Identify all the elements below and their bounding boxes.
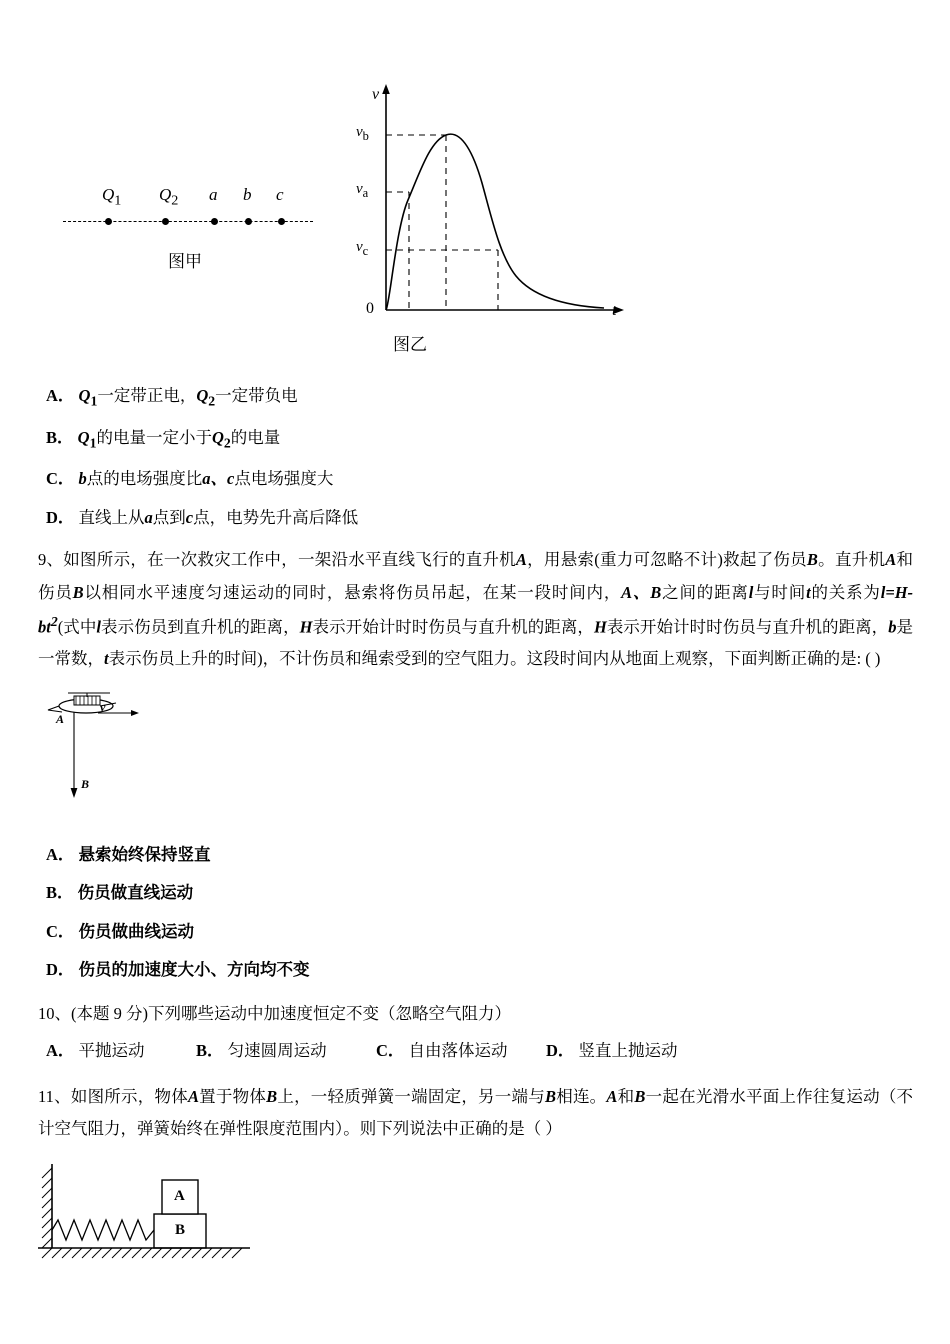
label-b: b: [243, 185, 252, 204]
option-letter: A．: [46, 844, 75, 864]
option-8-A: A． $Q_1$一定带正电，$Q_2$一定带负电: [46, 386, 298, 409]
option-letter: D．: [46, 507, 75, 527]
figure-spring-blocks: [38, 1156, 913, 1286]
axis-origin-label: 0: [366, 300, 374, 317]
heli-label-v: v: [100, 699, 106, 714]
figure-charges-diagram: [63, 185, 323, 295]
figure-vt-curve: [328, 78, 648, 368]
heli-label-A: A: [56, 711, 65, 726]
axis-label-v: v: [372, 86, 380, 103]
option-8-D: D． 直线上从a点到c点，电势先升高后降低: [46, 507, 359, 527]
page-content: [38, 0, 913, 1286]
option-8-B: B． $Q_1$的电量一定小于$Q_2$的电量: [46, 427, 281, 450]
charge-labels: [63, 185, 323, 211]
tick-label-vc: $v_c$: [356, 239, 369, 258]
label-c: c: [276, 185, 284, 204]
axis-label-t: t: [612, 302, 617, 319]
tick-label-vb: $v_b$: [356, 124, 369, 143]
option-10-A: A． 平抛运动: [46, 1041, 145, 1061]
question-9-text: 9、如图所示，在一次救灾工作中，一架沿水平直线飞行的直升机A，用悬索(重力可忽略不计)救起了伤员B。直升机A和伤员B以相同水平速度匀速运动的同时，悬索将伤员吊起，在某一段时间内，A、B之间的距离l与时间t的关系为$l=H-bt^2$(式中l表示伤员到直升机的距离，H表示开始计时时伤员与直升机的距离，H表示开始计时时伤员与直升机的距离，b是一常数，t表示伤员上升的时间)，不计伤员和绳索受到的空气阻力。这段时间内从地面上观察，下面判断正确的是: ( ): [38, 550, 914, 669]
label-a: a: [209, 185, 218, 204]
label-Q2: $Q_2$: [159, 185, 179, 209]
question-11-text: 11、如图所示，物体A置于物体B上，一轻质弹簧一端固定，另一端与B相连。A和B一起在光滑水平面上作往复运动（不计空气阻力，弹簧始终在弹性限度范围内）。则下列说法中正确的是（ ）: [38, 1087, 914, 1139]
option-9-D: D． 伤员的加速度大小、方向均不变: [46, 960, 310, 980]
heli-label-B: B: [81, 776, 90, 791]
option-9-A: A． 悬索始终保持竖直: [46, 844, 211, 864]
point-dot-b: [245, 218, 252, 225]
charge-dot-Q1: [105, 218, 112, 225]
question-10-text: 10、(本题 9 分)下列哪些运动中加速度恒定不变（忽略空气阻力）: [38, 1003, 511, 1023]
option-10-B: B． 匀速圆周运动: [196, 1041, 327, 1061]
spring-svg: [38, 1156, 278, 1276]
option-letter: B．: [46, 883, 74, 903]
block-label-B: B: [175, 1221, 186, 1238]
option-10-D: D． 竖直上抛运动: [546, 1041, 678, 1061]
option-9-B: B． 伤员做直线运动: [46, 883, 194, 903]
option-letter: A．: [46, 386, 75, 405]
field-line: [63, 221, 313, 223]
option-8-C: C． b点的电场强度比a、c点电场强度大: [46, 469, 334, 489]
tick-label-va: $v_a$: [356, 181, 369, 200]
charge-dot-Q2: [162, 218, 169, 225]
option-letter: C．: [46, 469, 75, 489]
option-letter: B．: [46, 427, 74, 447]
figure-caption-jia: 图甲: [168, 252, 202, 271]
option-9-C: C． 伤员做曲线运动: [46, 921, 195, 941]
block-label-A: A: [174, 1187, 185, 1204]
figure-caption-yi: 图乙: [393, 335, 427, 354]
helicopter-svg: [38, 684, 238, 824]
option-letter: D．: [46, 960, 75, 980]
figure-electric-field-and-vt-graph: [38, 0, 913, 370]
point-dot-a: [211, 218, 218, 225]
point-dot-c: [278, 218, 285, 225]
figure-helicopter: [38, 684, 913, 829]
option-letter: C．: [46, 921, 75, 941]
option-10-C: C． 自由落体运动: [376, 1041, 508, 1061]
question-10-options: [46, 1037, 913, 1061]
vt-graph-svg: [328, 78, 648, 368]
label-Q1: $Q_1$: [102, 185, 122, 209]
